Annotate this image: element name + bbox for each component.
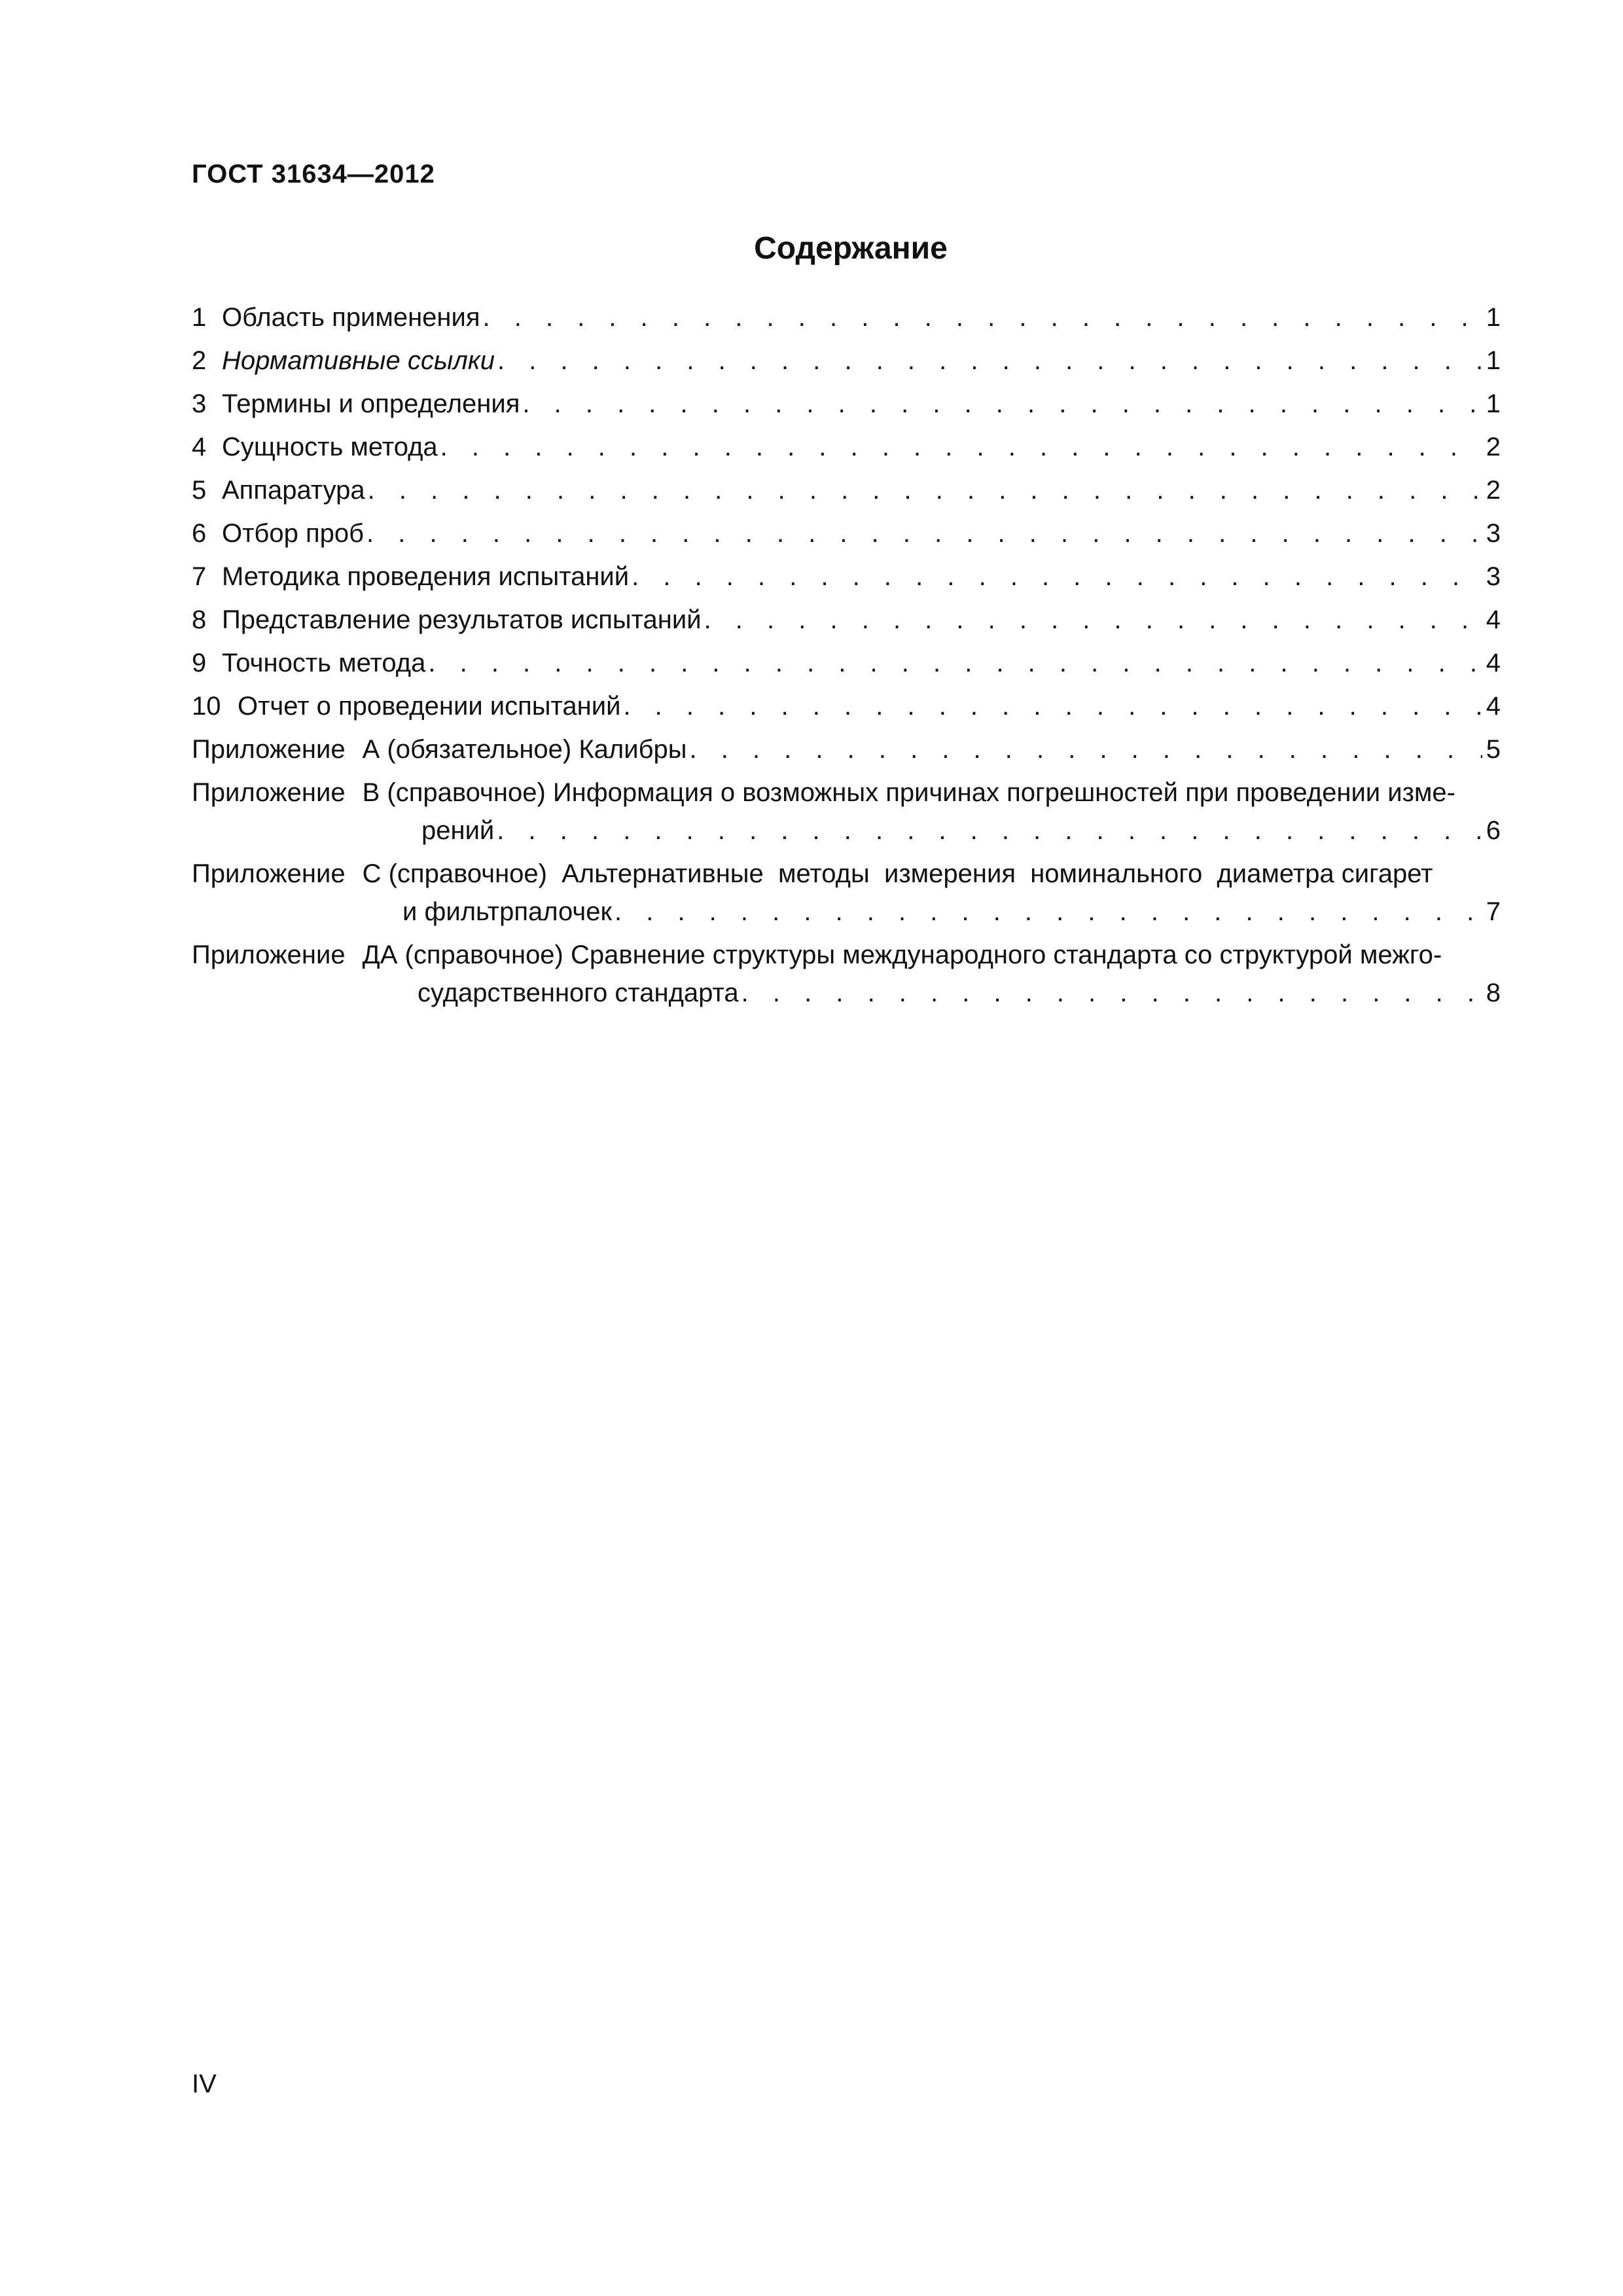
toc-entry[interactable]	[192, 685, 1501, 728]
toc-entry-page: 1	[1486, 346, 1501, 375]
toc-entry-label: Термины и определения	[222, 389, 520, 418]
appendix-title: А (обязательное) Калибры	[362, 735, 687, 764]
dot-leader	[497, 339, 1482, 382]
appendix-title-continued: рений	[421, 816, 495, 845]
toc-entry-label: Отбор проб	[222, 519, 365, 548]
appendix-prefix: Приложение	[192, 941, 346, 969]
toc-title: Содержание	[754, 231, 948, 266]
appendix-title-continued: и фильтрпалочек	[402, 897, 612, 926]
toc-entry-page: 2	[1486, 433, 1501, 461]
toc-entry-page: 1	[1486, 303, 1501, 332]
dot-leader	[632, 555, 1482, 598]
toc-entry[interactable]	[192, 469, 1501, 512]
toc-appendix-a[interactable]	[192, 728, 1501, 771]
toc-entry-page: 3	[1486, 562, 1501, 591]
page-number: IV	[192, 2070, 217, 2098]
toc-entry-label: Представление результатов испытаний	[222, 605, 702, 634]
toc-entry-number: 3	[192, 389, 207, 418]
appendix-prefix: Приложение	[192, 735, 346, 764]
dot-leader	[690, 728, 1482, 771]
toc-appendix-b[interactable]	[192, 771, 1501, 852]
appendix-prefix: Приложение	[192, 859, 346, 888]
toc-entry-number: 9	[192, 649, 207, 677]
toc-entry-number: 10	[192, 692, 221, 721]
toc-entry-page: 7	[1486, 897, 1501, 926]
toc-entry-label: Нормативные ссылки	[222, 346, 495, 375]
toc-entry[interactable]	[192, 425, 1501, 469]
toc-entry[interactable]	[192, 598, 1501, 641]
toc-entry-page: 2	[1486, 476, 1501, 505]
toc-entry[interactable]	[192, 296, 1501, 339]
toc-entry-page: 6	[1486, 816, 1501, 845]
appendix-title-continued: сударственного стандарта	[418, 978, 739, 1007]
toc-appendix-da[interactable]	[192, 933, 1501, 1014]
toc-entry-number: 4	[192, 433, 207, 461]
toc-entry-label: Методика проведения испытаний	[222, 562, 630, 591]
dot-leader	[741, 971, 1482, 1014]
toc-entry[interactable]	[192, 512, 1501, 555]
toc-entry-number: 8	[192, 605, 207, 634]
dot-leader	[497, 809, 1482, 852]
toc-entry-number: 6	[192, 519, 207, 548]
toc-entry-number: 5	[192, 476, 207, 505]
toc-entry[interactable]	[192, 339, 1501, 382]
dot-leader	[704, 598, 1482, 641]
dot-leader	[440, 425, 1482, 469]
toc-entry-page: 1	[1486, 389, 1501, 418]
toc-entry-label: Отчет о проведении испытаний	[238, 692, 621, 721]
toc-entry-page: 4	[1486, 649, 1501, 677]
toc-entry-number: 2	[192, 346, 207, 375]
dot-leader	[483, 296, 1482, 339]
toc-entry-page: 4	[1486, 605, 1501, 634]
dot-leader	[368, 469, 1482, 512]
toc-entry[interactable]	[192, 382, 1501, 425]
appendix-title: В (справочное) Информация о возможных причинах погрешностей при проведении изме-	[362, 778, 1455, 807]
toc-entry-number: 7	[192, 562, 207, 591]
toc-entry-page: 4	[1486, 692, 1501, 721]
document-code: ГОСТ 31634—2012	[192, 160, 435, 188]
toc-entry[interactable]	[192, 641, 1501, 685]
toc-entry-page: 5	[1486, 735, 1501, 764]
toc-entry-label: Аппаратура	[222, 476, 365, 505]
toc-appendix-c[interactable]	[192, 852, 1501, 933]
dot-leader	[623, 685, 1482, 728]
toc-entry-label: Сущность метода	[222, 433, 438, 461]
dot-leader	[366, 512, 1482, 555]
toc-entry-label: Точность метода	[222, 649, 426, 677]
dot-leader	[615, 890, 1482, 933]
dot-leader	[522, 382, 1482, 425]
toc-entry-page: 3	[1486, 519, 1501, 548]
dot-leader	[428, 641, 1482, 685]
toc-entry-label: Область применения	[222, 303, 480, 332]
toc-entry-number: 1	[192, 303, 207, 332]
toc-entry[interactable]	[192, 555, 1501, 598]
table-of-contents	[192, 296, 1501, 1014]
appendix-prefix: Приложение	[192, 778, 346, 807]
appendix-title: ДА (справочное) Сравнение структуры международного стандарта со структурой межго-	[362, 941, 1442, 969]
appendix-title: С (справочное) Альтернативные методы измерения номинального диаметра сигарет	[362, 859, 1433, 888]
toc-entry-page: 8	[1486, 978, 1501, 1007]
